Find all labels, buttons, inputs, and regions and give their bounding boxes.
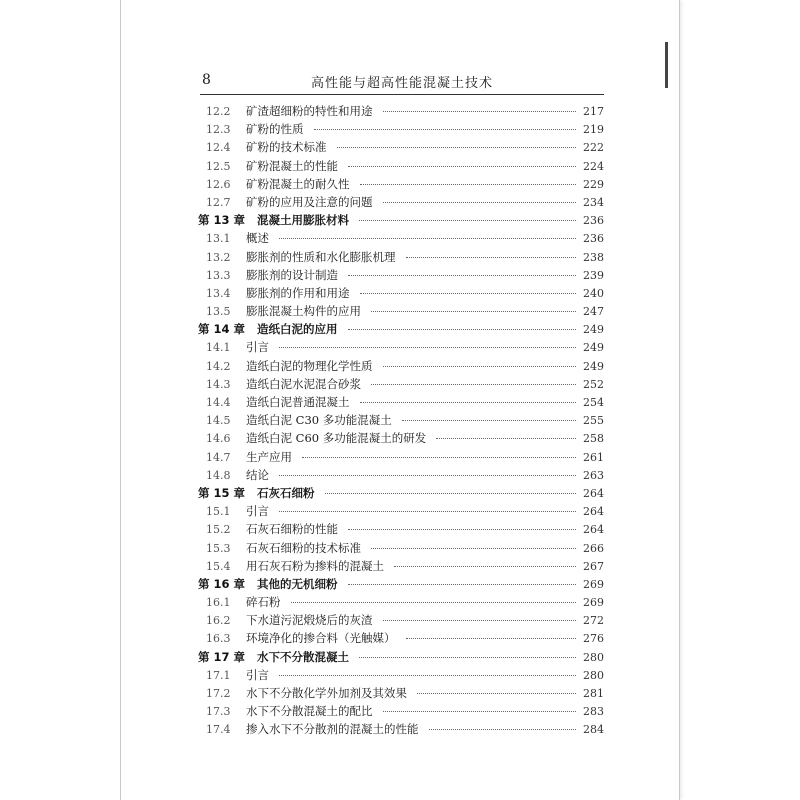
toc-chapter-row <box>198 648 604 666</box>
toc-section-row <box>198 429 604 447</box>
chapter-number: 第 14 章 <box>198 322 246 337</box>
section-title: 水下不分散混凝土的配比 <box>246 704 373 719</box>
toc-page-number: 263 <box>583 468 604 482</box>
dot-leader <box>360 293 577 294</box>
toc-section-row <box>198 393 604 411</box>
toc-section-row <box>198 557 604 575</box>
dot-leader <box>302 457 576 458</box>
section-title: 膨胀剂的性质和水化膨胀机理 <box>246 249 396 264</box>
toc-page-number: 258 <box>583 432 604 446</box>
section-number: 12.6 <box>206 177 231 191</box>
dot-leader <box>436 438 576 439</box>
section-title: 石灰石细粉的技术标准 <box>246 540 361 555</box>
toc-page-number: 239 <box>583 268 604 282</box>
toc-page-number: 280 <box>583 650 604 664</box>
section-number: 14.1 <box>206 341 231 355</box>
chapter-number: 第 15 章 <box>198 485 246 500</box>
section-title: 矿粉的应用及注意的问题 <box>246 194 373 209</box>
toc-section-row <box>198 175 604 193</box>
toc-section-row <box>198 248 604 266</box>
table-of-contents <box>198 102 604 739</box>
dot-leader <box>383 711 577 712</box>
toc-page-number: 264 <box>583 523 604 537</box>
toc-section-row <box>198 629 604 647</box>
section-title: 引言 <box>246 504 269 519</box>
section-title: 掺入水下不分散剂的混凝土的性能 <box>246 722 419 737</box>
section-title: 矿粉的技术标准 <box>246 140 327 155</box>
dot-leader <box>360 184 577 185</box>
section-number: 14.2 <box>206 359 231 373</box>
toc-section-row <box>198 357 604 375</box>
section-title: 矿渣超细粉的特性和用途 <box>246 104 373 118</box>
toc-section-row <box>198 466 604 484</box>
section-number: 12.4 <box>206 141 231 155</box>
dot-leader <box>429 729 577 730</box>
section-number: 12.7 <box>206 195 231 209</box>
section-number: 14.5 <box>206 414 231 428</box>
toc-page-number: 269 <box>583 577 604 591</box>
toc-section-row <box>198 702 604 720</box>
toc-section-row <box>198 120 604 138</box>
toc-page-number: 224 <box>583 159 604 173</box>
section-title: 矿粉混凝土的耐久性 <box>246 176 350 191</box>
section-title: 环境净化的掺合料（光触媒） <box>246 631 396 646</box>
page-edge-mark <box>665 42 668 88</box>
toc-page-number: 219 <box>583 123 604 137</box>
toc-section-row <box>198 520 604 538</box>
chapter-number: 第 16 章 <box>198 576 246 591</box>
toc-page-number: 249 <box>583 323 604 337</box>
section-number: 14.8 <box>206 468 231 482</box>
dot-leader <box>279 511 576 512</box>
section-title: 膨胀剂的设计制造 <box>246 267 338 282</box>
toc-chapter-row <box>198 320 604 338</box>
dot-leader <box>406 638 577 639</box>
dot-leader <box>359 220 576 221</box>
section-title: 造纸白泥水泥混合砂浆 <box>246 376 361 391</box>
section-number: 16.1 <box>206 596 231 610</box>
toc-section-row <box>198 338 604 356</box>
section-title: 下水道污泥煅烧后的灰渣 <box>246 613 373 628</box>
dot-leader <box>348 275 576 276</box>
section-title: 造纸白泥 C60 多功能混凝土的研发 <box>246 431 427 446</box>
section-title: 用石灰石粉为掺料的混凝土 <box>246 558 384 573</box>
toc-section-row <box>198 138 604 156</box>
toc-section-row <box>198 611 604 629</box>
toc-section-row <box>198 375 604 393</box>
section-number: 15.3 <box>206 541 231 555</box>
dot-leader <box>402 420 576 421</box>
dot-leader <box>348 529 576 530</box>
section-number: 16.3 <box>206 632 231 646</box>
section-title: 引言 <box>246 667 269 682</box>
toc-page-number: 280 <box>583 668 604 682</box>
toc-page-number: 281 <box>583 687 604 700</box>
dot-leader <box>383 620 577 621</box>
toc-page-number: 229 <box>583 177 604 191</box>
toc-page-number: 222 <box>583 141 604 155</box>
toc-page-number: 267 <box>583 559 604 573</box>
dot-leader <box>348 329 576 330</box>
section-number: 12.2 <box>206 105 231 118</box>
section-number: 15.2 <box>206 523 231 537</box>
dot-leader <box>337 147 577 148</box>
section-title: 膨胀剂的作用和用途 <box>246 285 350 300</box>
page-header <box>200 70 604 95</box>
section-title: 造纸白泥 C30 多功能混凝土 <box>246 413 392 428</box>
section-number: 17.1 <box>206 668 231 682</box>
toc-chapter-row <box>198 211 604 229</box>
toc-page-number: 217 <box>583 105 604 118</box>
toc-page-number: 254 <box>583 396 604 409</box>
toc-page-number: 234 <box>583 195 604 209</box>
toc-page-number: 249 <box>583 341 604 355</box>
section-title: 膨胀混凝土构件的应用 <box>246 304 361 319</box>
section-number: 17.3 <box>206 705 231 719</box>
dot-leader <box>371 548 576 549</box>
toc-page-number: 238 <box>583 250 604 264</box>
section-title: 水下不分散化学外加剂及其效果 <box>246 686 407 700</box>
dot-leader <box>383 202 577 203</box>
toc-section-row <box>198 193 604 211</box>
section-number: 15.4 <box>206 559 231 573</box>
section-number: 12.5 <box>206 159 231 173</box>
toc-section-row <box>198 539 604 557</box>
section-number: 13.2 <box>206 250 231 264</box>
toc-section-row <box>198 102 604 120</box>
toc-page-number: 261 <box>583 450 604 464</box>
book-title: 高性能与超高性能混凝土技术 <box>310 76 493 91</box>
dot-leader <box>406 257 577 258</box>
dot-leader <box>314 129 577 130</box>
section-number: 13.3 <box>206 268 231 282</box>
section-number: 14.7 <box>206 450 231 464</box>
chapter-number: 第 17 章 <box>198 649 246 664</box>
toc-page-number: 266 <box>583 541 604 555</box>
chapter-title: 水下不分散混凝土 <box>257 649 350 664</box>
toc-section-row <box>198 593 604 611</box>
section-title: 石灰石细粉的性能 <box>246 522 338 537</box>
toc-chapter-row <box>198 484 604 502</box>
toc-page-number: 255 <box>583 414 604 428</box>
section-title: 碎石粉 <box>246 595 281 610</box>
dot-leader <box>371 384 576 385</box>
toc-section-row <box>198 448 604 466</box>
section-number: 17.4 <box>206 723 231 737</box>
toc-section-row <box>198 720 604 738</box>
toc-chapter-row <box>198 575 604 593</box>
toc-section-row <box>198 411 604 429</box>
toc-page-number: 236 <box>583 232 604 246</box>
dot-leader <box>417 693 576 694</box>
toc-page-number: 269 <box>583 596 604 610</box>
toc-page-number: 247 <box>583 305 604 319</box>
section-title: 引言 <box>246 340 269 355</box>
toc-page-number: 283 <box>583 705 604 719</box>
section-number: 14.4 <box>206 396 231 409</box>
toc-page-number: 240 <box>583 286 604 300</box>
section-title: 生产应用 <box>246 449 292 464</box>
section-number: 17.2 <box>206 687 231 700</box>
section-title: 矿粉的性质 <box>246 122 304 137</box>
chapter-title: 混凝土用膨胀材料 <box>257 213 350 228</box>
section-number: 16.2 <box>206 614 231 628</box>
page-number: 8 <box>202 72 211 88</box>
toc-page-number: 249 <box>583 359 604 373</box>
toc-page-number: 252 <box>583 377 604 391</box>
toc-section-row <box>198 302 604 320</box>
toc-section-row <box>198 284 604 302</box>
toc-section-row <box>198 502 604 520</box>
section-number: 13.1 <box>206 232 231 246</box>
dot-leader <box>279 238 576 239</box>
dot-leader <box>383 366 577 367</box>
section-number: 13.4 <box>206 286 231 300</box>
section-title: 矿粉混凝土的性能 <box>246 158 338 173</box>
dot-leader <box>359 657 576 658</box>
dot-leader <box>291 602 577 603</box>
toc-section-row <box>198 157 604 175</box>
dot-leader <box>279 675 576 676</box>
toc-page-number: 236 <box>583 214 604 228</box>
toc-section-row <box>198 684 604 702</box>
dot-leader <box>394 566 576 567</box>
dot-leader <box>325 493 576 494</box>
section-title: 结论 <box>246 467 269 482</box>
section-title: 概述 <box>246 231 269 246</box>
section-number: 14.3 <box>206 377 231 391</box>
section-title: 造纸白泥的物理化学性质 <box>246 358 373 373</box>
section-number: 12.3 <box>206 123 231 137</box>
section-number: 14.6 <box>206 432 231 446</box>
toc-section-row <box>198 266 604 284</box>
dot-leader <box>360 402 577 403</box>
dot-leader <box>279 347 576 348</box>
dot-leader <box>348 584 576 585</box>
chapter-number: 第 13 章 <box>198 213 246 228</box>
section-number: 13.5 <box>206 305 231 319</box>
toc-section-row <box>198 666 604 684</box>
dot-leader <box>279 475 576 476</box>
toc-section-row <box>198 229 604 247</box>
chapter-title: 石灰石细粉 <box>257 485 315 500</box>
chapter-title: 造纸白泥的应用 <box>257 322 338 337</box>
dot-leader <box>383 111 577 112</box>
dot-leader <box>371 311 576 312</box>
toc-page-number: 272 <box>583 614 604 628</box>
toc-page-number: 264 <box>583 505 604 519</box>
section-number: 15.1 <box>206 505 231 519</box>
chapter-title: 其他的无机细粉 <box>257 576 338 591</box>
toc-page-number: 264 <box>583 486 604 500</box>
section-title: 造纸白泥普通混凝土 <box>246 395 350 409</box>
toc-page-number: 276 <box>583 632 604 646</box>
toc-page-number: 284 <box>583 723 604 737</box>
dot-leader <box>348 166 576 167</box>
